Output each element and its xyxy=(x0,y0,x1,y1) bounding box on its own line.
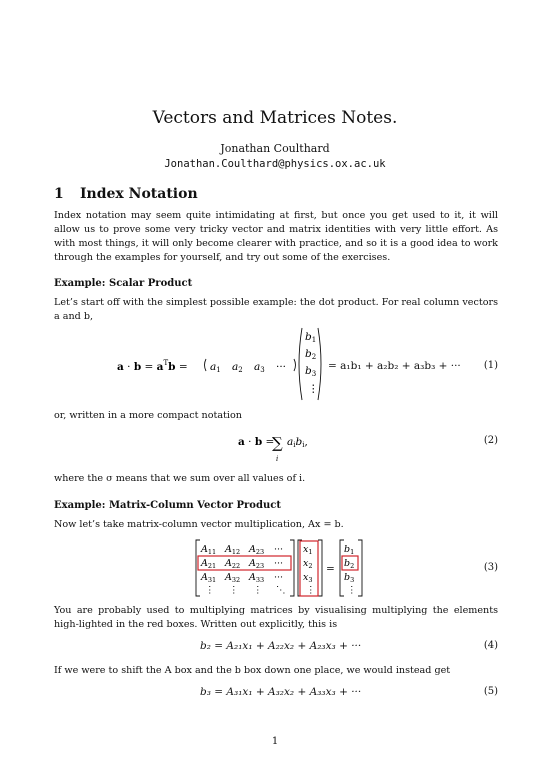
svg-text:b2: b2 xyxy=(305,348,317,361)
author-email: Jonathan.Coulthard@physics.ox.ac.uk xyxy=(164,158,386,170)
equation-2-number: (2) xyxy=(483,435,498,446)
svg-text:⋮: ⋮ xyxy=(205,585,215,596)
svg-text:a · b = aTb =: $a \cdot b = a^Tb$ = xyxy=(117,359,188,373)
svg-text:x3: $x_3$ xyxy=(303,572,313,584)
svg-text:⋮: ⋮ xyxy=(347,585,357,596)
equation-4 xyxy=(0,640,550,656)
svg-text:···: ··· xyxy=(274,572,284,583)
svg-text:A23: $A_{23}$ xyxy=(249,544,265,556)
section-heading xyxy=(54,186,198,202)
intro-paragraph: Index notation may seem quite intimidating at first, but once you get used to it, it will allow us to prove some very tricky vector and matrix identities with very little effort. As with most things, it will only become clearer with practice, and so it is a good idea to work through the examples for yourself, and try out some of the exercises. xyxy=(54,210,498,263)
equation-4-text: b₂ = A₂₁x₁ + A₂₂x₂ + A₂₃x₃ + ··· xyxy=(200,640,362,652)
equation-1-svg xyxy=(0,326,550,402)
page-number: 1 xyxy=(271,736,279,747)
svg-text:x2: $x_2$ xyxy=(303,558,313,570)
shift-explanation: If we were to shift the A box and the b box down one place, we would instead get xyxy=(54,665,451,676)
svg-text:aibi,: aibi, xyxy=(287,436,308,449)
equation-1 xyxy=(0,326,550,402)
equation-5-number: (5) xyxy=(483,686,498,697)
compact-text: or, written in a more compact notation xyxy=(54,410,242,421)
svg-text:A32: $A_{32}$ xyxy=(225,572,241,584)
example1-text: Let’s start off with the simplest possible example: the dot product. For real column vectors a and b, xyxy=(54,297,498,322)
svg-text:i: i xyxy=(276,455,279,463)
matrix-equation-svg xyxy=(0,538,550,598)
svg-text:···: ··· xyxy=(274,558,284,569)
svg-text:A23: $A_{23}$ xyxy=(249,558,265,570)
highlight-explanation: You are probably used to multiplying matrices by visualising multiplying the elements high-lighted in the red boxes. Written out explicitly, this is xyxy=(54,605,498,630)
equation-1-rhs: = a₁b₁ + a₂b₂ + a₃b₃ + ··· xyxy=(328,360,461,372)
equation-3 xyxy=(0,538,550,598)
example2-text: Now let’s take matrix-column vector multiplication, Ax = b. xyxy=(54,519,344,530)
equation-3-number: (3) xyxy=(483,562,498,573)
svg-text:a2: a2 xyxy=(232,361,243,374)
svg-text:A31: $A_{31}$ xyxy=(201,572,217,584)
equation-5-text: b₃ = A₃₁x₁ + A₃₂x₂ + A₃₃x₃ + ··· xyxy=(200,686,362,698)
section-number: 1 xyxy=(54,186,64,202)
svg-text:=: = xyxy=(326,563,335,575)
svg-text:b3: b3 xyxy=(305,365,317,378)
svg-text:⋮: ⋮ xyxy=(308,383,319,395)
svg-text:b2: $b_2$ xyxy=(344,558,355,570)
svg-text:⋮: ⋮ xyxy=(306,585,316,596)
equation-4-number: (4) xyxy=(483,640,498,651)
author-name: Jonathan Coulthard xyxy=(220,142,330,155)
section-title: Index Notation xyxy=(80,186,198,202)
equation-1-number: (1) xyxy=(483,360,498,371)
svg-text:···: ··· xyxy=(276,361,287,373)
svg-text:b1: $b_1$ xyxy=(344,544,355,556)
svg-text:A12: $A_{12}$ xyxy=(225,544,241,556)
equation-2 xyxy=(0,430,550,464)
svg-text:b1: b1 xyxy=(305,331,317,344)
svg-text:A22: $A_{22}$ xyxy=(225,558,241,570)
svg-text:⋱: ⋱ xyxy=(276,585,286,596)
svg-text:A21: $A_{21}$ xyxy=(201,558,217,570)
sum-explanation: where the σ means that we sum over all values of i. xyxy=(54,473,306,484)
example1-heading: Example: Scalar Product xyxy=(54,278,193,289)
svg-text:a · b =: a · b = xyxy=(238,436,275,448)
svg-text:b3: $b_3$ xyxy=(344,572,355,584)
svg-text:x1: $x_1$ xyxy=(303,544,313,556)
example2-heading: Example: Matrix-Column Vector Product xyxy=(54,500,281,511)
svg-text:A33: $A_{33}$ xyxy=(249,572,265,584)
equation-2-svg xyxy=(0,430,550,464)
svg-text:∑: ∑ xyxy=(272,434,283,452)
svg-text:···: ··· xyxy=(274,544,284,555)
svg-text:a1: a1 xyxy=(210,361,221,374)
document-title: Vectors and Matrices Notes. xyxy=(152,108,398,128)
svg-text:A11: $A_{11}$ xyxy=(201,544,217,556)
svg-text:⋮: ⋮ xyxy=(253,585,263,596)
svg-text:a3: a3 xyxy=(254,361,265,374)
equation-5 xyxy=(0,686,550,702)
svg-text:⋮: ⋮ xyxy=(229,585,239,596)
